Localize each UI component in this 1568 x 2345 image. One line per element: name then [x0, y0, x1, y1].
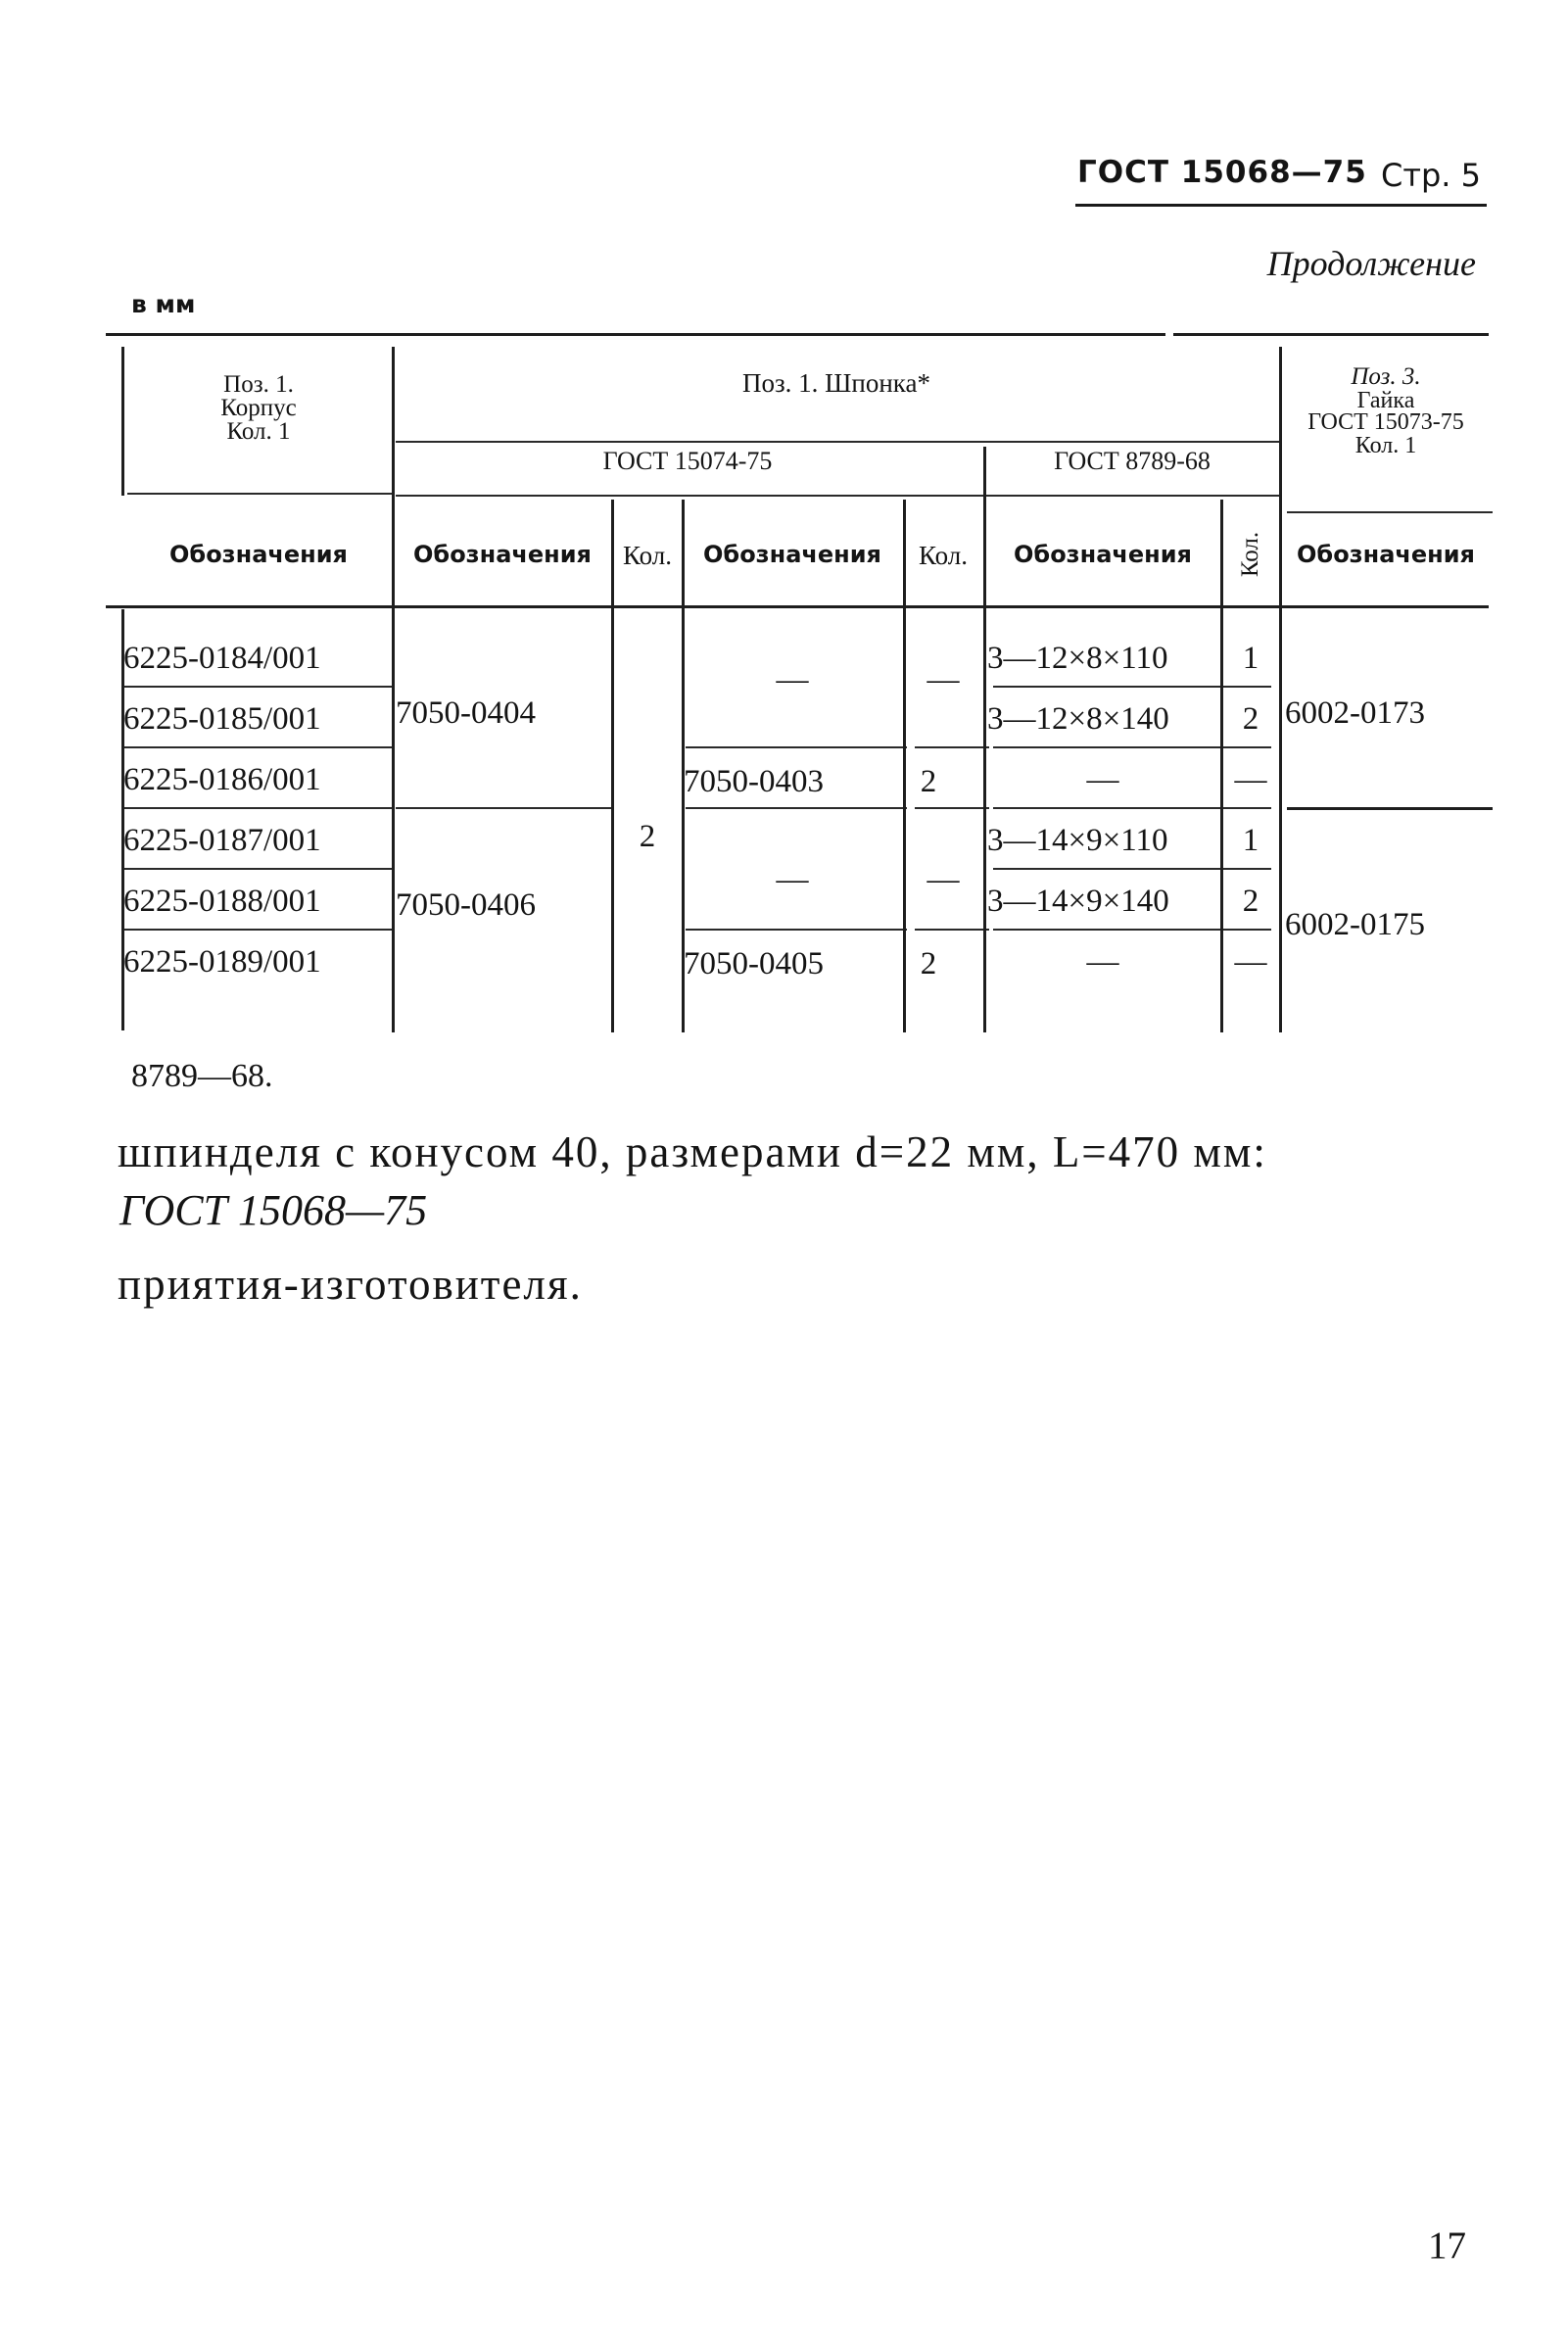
- gost8789-kol: 1: [1242, 641, 1259, 676]
- shponka1-group2: 7050-0406: [396, 887, 536, 923]
- gaika-group2: 6002-0175: [1285, 907, 1425, 942]
- korpus-cell: 6225-0188/001: [123, 884, 321, 919]
- paragraph-line-3: приятия-изготовителя.: [118, 1260, 583, 1309]
- shponka-subheader-rule: [396, 441, 1279, 443]
- shponka2-b-kol: 2: [920, 946, 937, 981]
- gaika-subhead: Обозначения: [1297, 541, 1475, 568]
- paragraph-line-2: ГОСТ 15068—75: [119, 1186, 428, 1234]
- shponka1-group1: 7050-0404: [396, 695, 536, 731]
- dash-cell: —: [927, 862, 960, 897]
- units-label: в мм: [131, 290, 196, 318]
- col1-head-line2: Корпус: [220, 395, 297, 421]
- korpus-cell: 6225-0184/001: [123, 641, 321, 676]
- col1-subhead: Обозначения: [169, 541, 348, 568]
- dash-cell: —: [1086, 944, 1119, 980]
- korpus-cell: 6225-0187/001: [123, 823, 321, 858]
- col1-head-line3: Кол. 1: [226, 418, 291, 445]
- shponka-gost2: ГОСТ 8789-68: [1054, 447, 1211, 475]
- shponka-col-kol3: Кол.: [1237, 531, 1263, 578]
- shponka2-b: 7050-0405: [684, 946, 824, 981]
- gaika-head-line4: Кол. 1: [1354, 433, 1417, 458]
- header-rule: [1075, 204, 1487, 207]
- shponka1-kol: 2: [639, 819, 656, 854]
- table-top-rule-right: [1173, 333, 1489, 336]
- shponka-gost1: ГОСТ 15074-75: [602, 447, 773, 475]
- shponka2-a: 7050-0403: [684, 764, 824, 799]
- col1-subheader-rule: [127, 493, 394, 495]
- shponka-col-oboz1: Обозначения: [413, 541, 592, 568]
- paragraph-line-1: шпинделя с конусом 40, размерами d=22 мм, L=470 мм:: [118, 1127, 1267, 1176]
- gost8789-cell: 3—14×9×110: [987, 823, 1168, 858]
- shponka-title: Поз. 1. Шпонка*: [742, 368, 930, 398]
- shponka-col-kol1: Кол.: [622, 541, 673, 570]
- korpus-cell: 6225-0189/001: [123, 944, 321, 980]
- gost8789-cell: 3—12×8×140: [987, 701, 1169, 737]
- shponka-col-oboz2: Обозначения: [703, 541, 881, 568]
- dash-cell: —: [776, 862, 809, 897]
- shponka2-a-kol: 2: [920, 764, 937, 799]
- gaika-head-line3: ГОСТ 15073-75: [1307, 409, 1464, 435]
- gost8789-kol: 1: [1242, 823, 1259, 858]
- table-top-rule: [106, 333, 1165, 336]
- gost8789-kol: 2: [1242, 884, 1259, 919]
- dash-cell: —: [776, 662, 809, 697]
- gost8789-cell: 3—14×9×140: [987, 884, 1169, 919]
- shponka-col-kol2: Кол.: [918, 541, 969, 570]
- gost8789-kol: 2: [1242, 701, 1259, 737]
- continuation-label: Продолжение: [1266, 244, 1476, 283]
- gaika-head-title: Поз. 3.: [1351, 363, 1421, 390]
- gaika-group1: 6002-0173: [1285, 695, 1425, 731]
- gaika-head-line2: Гайка: [1356, 388, 1415, 413]
- korpus-cell: 6225-0185/001: [123, 701, 321, 737]
- dash-cell: —: [1086, 762, 1119, 797]
- shponka-col-oboz3: Обозначения: [1014, 541, 1192, 568]
- document-code: ГОСТ 15068—75: [1077, 155, 1367, 190]
- page-number: 17: [1428, 2225, 1466, 2267]
- page-label: Стр. 5: [1381, 157, 1481, 194]
- shponka-colheads-rule: [396, 495, 1279, 497]
- korpus-cell: 6225-0186/001: [123, 762, 321, 797]
- dash-cell: —: [927, 662, 960, 697]
- col1-head-title: Поз. 1.: [223, 371, 294, 398]
- gaika-subheader-rule: [1287, 511, 1493, 513]
- gost8789-cell: 3—12×8×110: [987, 641, 1168, 676]
- dash-cell: —: [1234, 762, 1267, 797]
- footnote-text: 8789—68.: [131, 1058, 273, 1094]
- dash-cell: —: [1234, 944, 1267, 980]
